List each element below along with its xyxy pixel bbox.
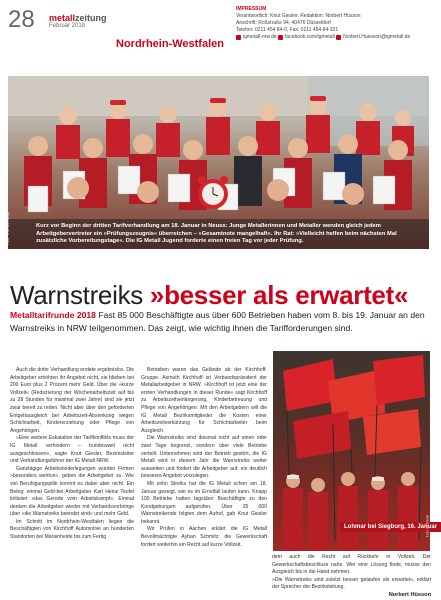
demo-photo-illustration [273, 351, 430, 551]
body-paragraph: dem auch die Recht auf Rückkehr in Vollzeit. Der Gewerkschaftsbeschluss nahe. Wer eine Lösung finde, müsse den Ausgleich bis in die Hand nehmen. [272, 554, 431, 576]
body-paragraph: »Die Warnstreiks sind zuletzt besser gelaufen als erwartet«, erklärt der Sprecher der Bezirksleitung. [272, 576, 431, 591]
imprint-social [236, 34, 432, 43]
issue-date: Februar 2018 [49, 23, 86, 29]
body-paragraph: Die Warnstreiks sind diesmal nicht auf einen oder zwei Tage begrenzt, sondern über viele Betriebe verteilt. Unternehmen wird der Betrieb gestört, die IG Metall wird in diesem Jahr die Warnstreiks weiter ausweiten und fordert die Arbeitgeber auf, ein deutlich besseres Angebot vorzulegen. [141, 435, 267, 480]
social-web[interactable] [236, 34, 277, 41]
body-paragraph: Betrieben waren das Gelände ab der Kirchhoff-Gruppe. Asmuth Kirchhoff ist Verbandspräsident der Metallarbeitgeber in NRW. »Kirchhoff ist jetzt eine der ersten Verhandlungen in dieser Runde« sagt Kirchhoff zu Arbeitszeitverlängerung, Kinderbetreuung und Pflege von Angehörigen: Mit den Arbeitgebern will die IG Metall Bezirksmitglieder die Kosten einer Arbeitszeitverkürzung für Schichtarbeiter beim Ausgleich. [141, 367, 267, 434]
facebook-icon [278, 35, 283, 40]
body-paragraph: Wir Prüfen in Aachen erklärt die IG Metall Bevollmächtigte Ayhan Schmitz: die Gewerkschaft fordert weiterhin ein Recht auf kurze Vollzeit. [141, 526, 267, 548]
masthead-brand [49, 13, 107, 23]
body-paragraph: Im Schnitt im Nordrhein-Westfalen liegen die Beschäftigten von Kirchhoff Automotive an hunderten Standorten bei Marienheide bis zum Fertig [10, 518, 134, 541]
article-headline [10, 280, 430, 310]
photo-caption [8, 219, 429, 249]
imprint-responsible: Verantwortlich: Knut Giesler, Redaktion: Norbert Hüsson [236, 13, 361, 19]
demo-caption: Lohmar bei Siegburg, 16. Januar [340, 522, 441, 532]
social-facebook[interactable] [278, 34, 335, 41]
demonstration-photo [273, 351, 438, 551]
article-lead [10, 309, 431, 334]
lead-text: Fast 85 000 Beschäftigte aus über 600 Betrieben haben vom 8. bis 19. Januar an den Warnstreiks in NRW teilgenommen. Das zeigt, wie wichtig ihnen die Tarifforderungen sind. [10, 310, 425, 333]
page-header [0, 0, 437, 74]
region-title: Nordrhein-Westfalen [116, 38, 224, 50]
photo-caption-text: Kurz vor Beginn der dritten Tarifverhandlung am 18. Januar in Neuss: Junge Metallerinnen und Metaller wenden gleich jedem Arbeitgebervertreter ein »Prüfungszeugnis« überreichen – »Gesamtnote mangelhaft«. Ihr Rat: »Vielleicht helfen beim nächsten Mal zusätzliche Vorbereitungstage«. Die IG Metall Jugend forderte einen freien Tag vor jeder Prüfung. [36, 223, 397, 245]
body-column-3 [272, 554, 431, 600]
mail-icon [336, 35, 341, 40]
social-facebook-label: facebook.com/igmetall [285, 34, 335, 40]
page-number: 28 [8, 6, 35, 33]
photo-credit: Foto: Thomas Range [6, 211, 10, 245]
demo-credit: Foto: IG Metall [425, 515, 429, 538]
body-column-1 [10, 367, 134, 542]
globe-icon [236, 35, 241, 40]
lead-kicker: Metalltarifrunde 2018 [10, 310, 96, 320]
body-paragraph: Ganztägige Arbeitsniederlegungen würden Firmen »besonders wehtun«, geben die Arbeitgeber zu. Wie viel Beruhigungspille kommt es dabei aber nicht. Ein Beleg: einmal Geld-bei Arbeitgeber Karl Heinz Teufel kritisiert »das Gerede vom Arbeitskampf«. Einmal denken die Arbeitgeber wieder mit Verbandsvorbringe über »die Warnstreiks beendet sind« und mehr Geld. [10, 465, 134, 518]
body-paragraph: Mit zehn Streiks hat die IG Metall schon am 18. Januar gezeigt, wie es im Ernstfall laufen kann. Knapp 100 Betriebe hatten tagsüber Beschäftigte zu den Kundgebungen aufgerufen. Über 35 000 Warnstreikende folgten dem Aufruf, gab Knut Giesler bekannt. [141, 480, 267, 525]
imprint-contact: Telefon: 0211 454 84-0, Fax: 0211 454 84-101 [236, 27, 339, 33]
imprint-box [236, 6, 432, 43]
body-paragraph: Auch die dritte Verhandlung endete ergebnislos. Die Arbeitgeber erhöhten ihr Angebot nicht, sie blieben bei 200 Euro plus 2 Prozent mehr Geld. Über die »kurze Vollzeit« (Reduzierung der Wochenarbeitszeit auf bis zu 28 Stunden für maximal zwei Jahre) sind sie jetzt zwar bereit zu reden. Nicht aber über den geforderten Entgeltausgleich bei Arbeitszeit-Absenkung wegen Schichtarbeit, Kindererziehung oder Pflege von Angehörigen. [10, 367, 134, 434]
brand-zeitung: zeitung [75, 13, 107, 23]
headline-accent: »besser als erwartet« [149, 280, 409, 310]
imprint-address: Anschrift: Roßstraße 94, 40476 Düsseldorf [236, 20, 331, 26]
brand-metall: metall [49, 13, 76, 23]
article-author: Norbert Hüsson [388, 591, 431, 598]
body-paragraph: »Eine weitere Eskalation der Tarifkonflikts muss der IG Metall verhindern – bundesweit nicht ausgeschlossen«, sagte Knut Giesler, Bezirksleiter und Verhandlungsführer der IG Metall NRW. [10, 435, 134, 465]
headline-plain: Warnstreiks [10, 280, 150, 310]
social-mail[interactable] [336, 34, 410, 41]
social-mail-label: Norbert.Huesson@igmetall.de [343, 34, 411, 40]
group-photo [8, 76, 429, 249]
imprint-title: IMPRESSUM [236, 6, 267, 12]
social-web-label: igmetall-nrw.de [243, 34, 277, 40]
body-column-2 [141, 367, 267, 549]
